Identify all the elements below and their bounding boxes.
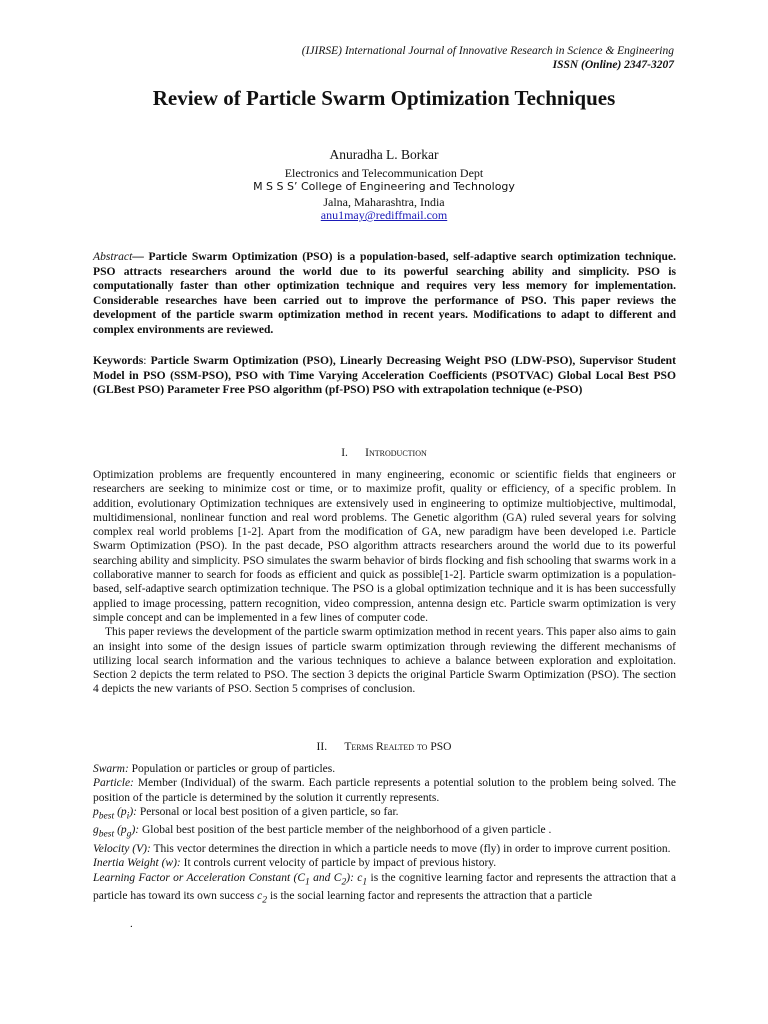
term-gbest — [93, 823, 676, 842]
paper-title: Review of Particle Swarm Optimization Techniques — [152, 86, 616, 110]
paragraph: Optimization problems are frequently encountered in many engineering, economic or scientific fields that engineers or researchers are seeking to minimize cost or time, or to maximize profit, quality or efficiency, of a specific problem. In addition, evolutionary Optimization techniques are extensively used in engineering to optimize multiobjective, multimodal, multidimensional, nonlinear function and real word problems. The Genetic algorithm (GA) ruled several years for solving complex real world problems [1-2]. Apart from the modification of GA, new paradigm have been developed i.e. Particle Swarm Optimization (PSO). In the past decade, PSO algorithm attracts researchers around the world due to its powerful searching ability and simplicity. PSO simulates the swarm behavior of birds flocking and fish schooling that swarms work in a collaborative manner to search for foods as efficient and quick as possible[1-2]. Particle swarm optimization is a population-based, self-adaptive search optimization technique. The PSO is a global optimization technique and it is has been successfully applied to image processing, pattern recognition, video compression, antenna design etc. Particle swarm optimization is very simple concept and can be implemented in a few lines of computer code. — [93, 469, 676, 624]
abstract-dash: — — [132, 250, 149, 263]
term-text: Personal or local best position of a given particle, so far. — [137, 805, 399, 818]
trailing-dot: . — [130, 918, 133, 930]
author-department: Electronics and Telecommunication Dept — [284, 166, 484, 180]
keywords — [93, 354, 676, 398]
term-swarm — [93, 762, 676, 776]
term-text: Global best position of the best particle member of the neighborhood of a given particle . — [139, 824, 552, 837]
term-label: Particle: — [93, 777, 134, 790]
author-email-link[interactable] — [0, 208, 768, 223]
term-label: Swarm: — [93, 763, 129, 775]
keywords-label: Keywords — [93, 354, 144, 367]
keywords-text: Particle Swarm Optimization (PSO), Linearly Decreasing Weight PSO (LDW-PSO), Supervisor Student Model in PSO (SSM-PSO), PSO with Time Varying Acceleration Coefficients (PSOTVAC) Global Local Best PSO (GLBest PSO) Parameter Free PSO algorithm (pf-PSO) PSO with extrapolation technique (e-PSO) — [93, 354, 676, 397]
term-label: Learning Factor or Acceleration Constant ($C_1$ and $C_2$): $c_1$ — [93, 871, 368, 887]
term-text: Member (Individual) of the swarm. Each particle represents a potential solution to the problem being solved. The position of the particle is determined by the solution it currently represents. — [93, 777, 676, 804]
term-label: Velocity (V): — [93, 843, 151, 856]
term-label: $g_{best}$ $(p_g)$: — [93, 824, 140, 840]
issn: ISSN (Online) 2347-3207 — [552, 59, 674, 71]
term-label: Inertia Weight (w): — [93, 857, 181, 870]
abstract — [93, 250, 676, 338]
term-pbest — [93, 805, 676, 824]
section-number: II. — [316, 741, 328, 753]
term-velocity — [93, 842, 676, 856]
section-heading-introduction — [0, 447, 768, 459]
journal-header: (IJIRSE) International Journal of Innovative Research in Science & Engineering — [301, 45, 674, 57]
term-text: Population or particles or group of particles. — [128, 763, 336, 775]
term-particle — [93, 776, 676, 805]
section-title: Terms Realted to PSO — [344, 741, 452, 753]
author-college: M S S S’ College of Engineering and Technology — [253, 180, 515, 193]
term-inertia — [93, 856, 676, 870]
term-text: It controls current velocity of particle by impact of previous history. — [180, 857, 497, 870]
terms-body — [93, 762, 676, 908]
abstract-text: Particle Swarm Optimization (PSO) is a population-based, self-adaptive search optimization technique. PSO attracts researchers around the world due to its powerful searching ability and simplicity. PSO is computationally faster than other optimization technique and requires very less memory for implementation. Considerable researches have been carried out to improve the performance of PSO. This paper reviews the development of the particle swarm optimization method in recent years. Modifications to adapt to different and complex environments are reviewed. — [93, 250, 676, 336]
section-number: I. — [341, 447, 348, 459]
term-label: $p_{best}$ $(p_i)$: — [93, 805, 137, 822]
section-title: Introduction — [365, 447, 427, 459]
term-learning-factor: Learning Factor or Acceleration Constant ($C_1$ and $C_2$): $c_1$ is the cognitive learning factor and represents the attraction that a particle has toward its own success $c_2$ is the social learning factor and represents the attraction that a particle — [93, 871, 677, 906]
term-text: is the cognitive learning factor and represents the attraction that a particle has toward its own success — [93, 871, 677, 903]
keywords-sep: : — [143, 354, 151, 367]
author-location: Jalna, Maharashtra, India — [323, 195, 445, 209]
paragraph: This paper reviews the development of the particle swarm optimization method in recent years. This paper also aims to gain an insight into some of the design issues of particle swarm optimization through reviewing the different mechanisms of utilizing local search information and the various techniques to achieve a balance between exploration and exploitation. Section 2 depicts the term related to PSO. The section 3 depicts the original Particle Swarm Optimization (PSO). The section 4 depicts the new variants of PSO. Section 5 comprises of conclusion. — [93, 626, 676, 696]
term-text: This vector determines the direction in which a particle needs to move (fly) in order to improve current position. — [150, 843, 671, 856]
abstract-label: Abstract — [93, 250, 133, 263]
section-heading-terms — [0, 741, 768, 753]
author-name: Anuradha L. Borkar — [329, 147, 439, 162]
author-email[interactable]: anu1may@rediffmail.com — [320, 208, 448, 222]
term-text: is the social learning factor and represents the attraction that a particle — [267, 890, 593, 903]
introduction-body — [93, 468, 676, 697]
